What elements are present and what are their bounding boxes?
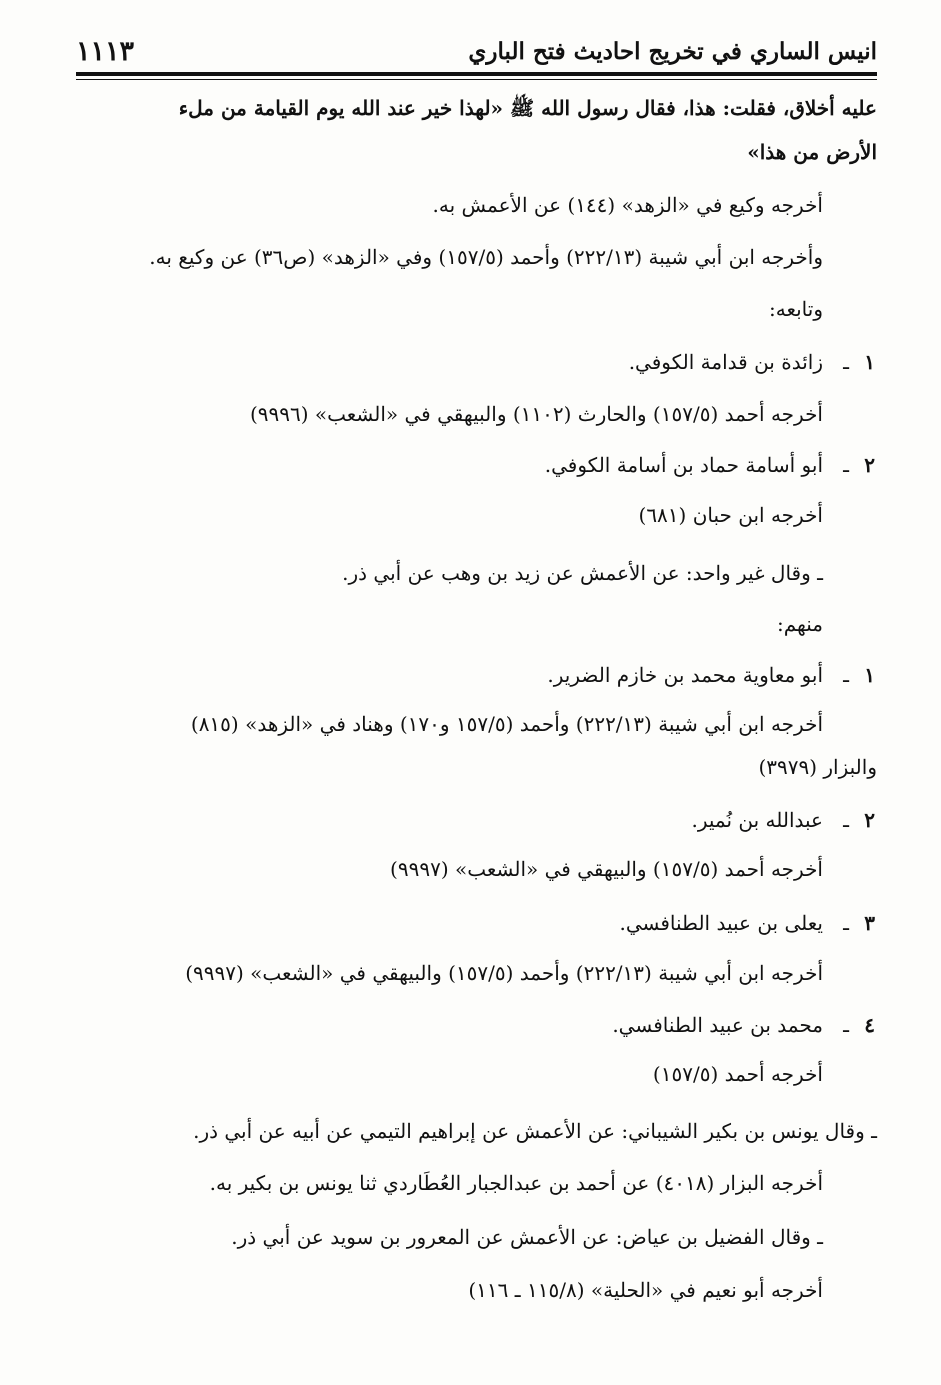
citation-line: أخرجه ابن أبي شيبة (٢٢٢/١٣) وأحمد (١٥٧/٥) والبيهقي في «الشعب» (٩٩٩٧) [185, 961, 823, 985]
citation-line: أخرجه ابن أبي شيبة (٢٢٢/١٣) وأحمد (١٥٧/٥ و١٧٠) وهناد في «الزهد» (٨١٥) [190, 712, 823, 736]
text-line: الأرض من هذا» [747, 140, 877, 164]
citation-line: أخرجه البزار (٤٠١٨) عن أحمد بن عبدالجبار العُطَاردي ثنا يونس بن بكير به. [209, 1171, 823, 1195]
item-dash: ـ [843, 453, 849, 477]
narrator-item: ١ـأبو معاوية محمد بن خازم الضرير. [547, 663, 875, 687]
page-number: ١١١٣ [76, 35, 135, 67]
narrator-item: ٤ـمحمد بن عبيد الطنافسي. [612, 1013, 875, 1037]
book-title: انيس الساري في تخريج احاديث فتح الباري [468, 37, 877, 65]
item-dash: ـ [843, 911, 849, 935]
narrator-item: ٢ـعبدالله بن نُمير. [691, 808, 875, 832]
item-dash: ـ [843, 350, 849, 374]
item-number: ١ [864, 663, 875, 687]
citation-line: أخرجه أبو نعيم في «الحلية» (١١٥/٨ ـ ١١٦) [468, 1278, 823, 1302]
narrator-item: ١ـزائدة بن قدامة الكوفي. [628, 350, 875, 374]
item-number: ٢ [864, 808, 875, 832]
item-number: ٤ [864, 1013, 875, 1037]
text-line: منهم: [776, 612, 823, 636]
citation-line: والبزار (٣٩٧٩) [758, 755, 877, 779]
item-dash: ـ [843, 808, 849, 832]
text-line: ـ وقال الفضيل بن عياض: عن الأعمش عن المعرور بن سويد عن أبي ذر. [231, 1225, 823, 1249]
item-number: ٣ [864, 911, 875, 935]
text-line: ـ وقال يونس بن بكير الشيباني: عن الأعمش عن إبراهيم التيمي عن أبيه عن أبي ذر. [193, 1119, 877, 1143]
citation-line: وأخرجه ابن أبي شيبة (٢٢٢/١٣) وأحمد (١٥٧/٥) وفي «الزهد» (ص٣٦) عن وكيع به. [149, 245, 823, 269]
citation-line: أخرجه أحمد (١٥٧/٥) والبيهقي في «الشعب» (٩٩٩٧) [390, 857, 823, 881]
citation-line: أخرجه أحمد (١٥٧/٥) [652, 1062, 823, 1086]
item-dash: ـ [843, 1013, 849, 1037]
citation-line: أخرجه وكيع في «الزهد» (١٤٤) عن الأعمش به. [432, 193, 823, 217]
page-header [76, 30, 877, 72]
citation-line: أخرجه أحمد (١٥٧/٥) والحارث (١١٠٢) والبيهقي في «الشعب» (٩٩٩٦) [249, 402, 823, 426]
item-dash: ـ [843, 663, 849, 687]
narrator-item: ٢ـأبو أسامة حماد بن أسامة الكوفي. [544, 453, 875, 477]
item-number: ٢ [864, 453, 875, 477]
text-line: عليه أخلاق، فقلت: هذا، فقال رسول الله ﷺ «لهذا خير عند الله يوم القيامة من ملء [178, 96, 877, 120]
text-line: ـ وقال غير واحد: عن الأعمش عن زيد بن وهب عن أبي ذر. [342, 561, 823, 585]
narrator-item: ٣ـيعلى بن عبيد الطنافسي. [619, 911, 875, 935]
header-rule [76, 72, 877, 80]
item-number: ١ [864, 350, 875, 374]
text-line: وتابعه: [769, 297, 823, 321]
citation-line: أخرجه ابن حبان (٦٨١) [638, 503, 823, 527]
